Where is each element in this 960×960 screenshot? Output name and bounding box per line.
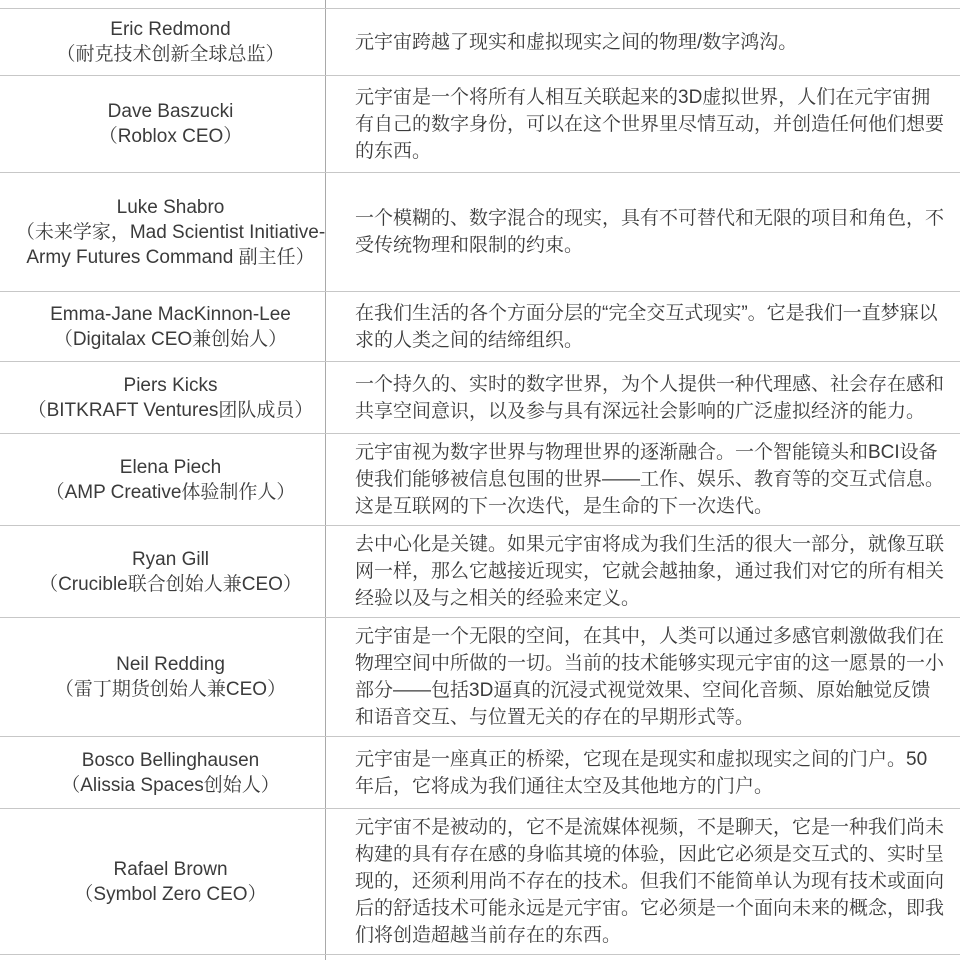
table-row [0,618,960,737]
person-name: Piers Kicks [123,374,218,396]
quote-cell [341,76,960,173]
person-name: Eric Redmond [110,19,231,40]
person-cell [0,526,341,618]
person-name: Elena Piech [119,456,222,478]
table-row [0,737,960,809]
person-cell [0,173,341,292]
table-row [0,9,960,76]
table-row [0,173,960,292]
person-role: （Symbol Zero CEO） [74,883,267,905]
person-cell [0,292,341,362]
person-role: （Alissia Spaces创始人） [61,774,280,796]
table-body [0,9,960,955]
person-role: （Crucible联合创始人兼CEO） [39,573,302,595]
person-cell [0,434,341,526]
person-name: Ryan Gill [131,548,210,570]
person-cell [0,809,341,955]
quote-text: 元宇宙是一座真正的桥梁，它现在是现实和虚拟现实之间的门户。50年后，它将成为我们通往太空及其他地方的门户。 [355,748,928,797]
table-row [0,362,960,434]
quote-text: 在我们生活的各个方面分层的“完全交互式现实”。它是我们一直梦寐以求的人类之间的结缔组织。 [355,302,938,351]
table-row [0,434,960,526]
person-name: Luke Shabro [116,196,225,218]
quote-cell [341,173,960,292]
quote-text: 一个持久的、实时的数字世界，为个人提供一种代理感、社会存在感和共享空间意识，以及参与具有深远社会影响的广泛虚拟经济的能力。 [355,373,945,422]
person-cell [0,737,341,809]
quote-cell [341,9,960,76]
quote-cell [341,434,960,526]
table-row [0,809,960,955]
person-cell [0,9,341,76]
person-name: Emma-Jane MacKinnon-Lee [50,303,291,325]
quote-text: 元宇宙跨越了现实和虚拟现实之间的物理/数字鸿沟。 [355,31,798,53]
quote-text: 去中心化是关键。如果元宇宙将成为我们生活的很大一部分，就像互联网一样，那么它越接近现实，它就会越抽象，通过我们对它的所有相关经验以及与之相关的经验来定义。 [355,534,945,609]
quote-cell [341,526,960,618]
quote-text: 元宇宙视为数字世界与物理世界的逐渐融合。一个智能镜头和BCI设备使我们能够被信息包围的世界——工作、娱乐、教育等的交互式信息。这是互联网的下一次迭代，是生命的下一次迭代。 [355,442,945,517]
quote-text: 一个模糊的、数字混合的现实，具有不可替代和无限的项目和角色，不受传统物理和限制的约束。 [355,208,945,256]
person-role: （Roblox CEO） [98,126,243,147]
person-role: （耐克技术创新全球总监） [56,44,285,65]
table-row [0,76,960,173]
quote-text: 元宇宙是一个无限的空间，在其中，人类可以通过多感官刺激做我们在物理空间中所做的一切。当前的技术能够实现元宇宙的这一愿景的一小部分——包括3D逼真的沉浸式视觉效果、空间化音频、原始触觉反馈和语音交互、与位置无关的存在的早期形式等。 [355,626,945,728]
quote-cell [341,362,960,434]
person-cell [0,362,341,434]
quote-text: 元宇宙是一个将所有人相互关联起来的3D虚拟世界，人们在元宇宙拥有自己的数字身份，可以在这个世界里尽情互动，并创造任何他们想要的东西。 [355,86,945,162]
quote-cell [341,618,960,737]
metaverse-definitions-table [0,8,960,955]
quote-cell [341,292,960,362]
person-role: （雷丁期货创始人兼CEO） [54,679,287,700]
person-cell [0,618,341,737]
quote-cell [341,737,960,809]
table-row [0,526,960,618]
table-row [0,292,960,362]
person-role: （未来学家，Mad Scientist Initiative-Army Futures Command 副主任） [15,221,326,268]
person-cell [0,76,341,173]
person-role: （BITKRAFT Ventures团队成员） [27,399,314,421]
quote-cell [341,809,960,955]
person-name: Bosco Bellinghausen [81,749,260,771]
quote-text: 元宇宙不是被动的，它不是流媒体视频，不是聊天，它是一种我们尚未构建的具有存在感的身临其境的体验，因此它必须是交互式的、实时呈现的，还须利用尚不存在的技术。但我们不能简单认为现有技术或面向后的舒适技术可能永远是元宇宙。它必须是一个面向未来的概念，即我们将创造超越当前存在的东西。 [355,817,945,946]
person-name: Dave Baszucki [107,101,234,122]
person-name: Neil Redding [116,654,225,675]
person-role: （Digitalax CEO兼创始人） [53,328,288,350]
person-role: （AMP Creative体验制作人） [45,481,296,503]
person-name: Rafael Brown [113,858,228,880]
